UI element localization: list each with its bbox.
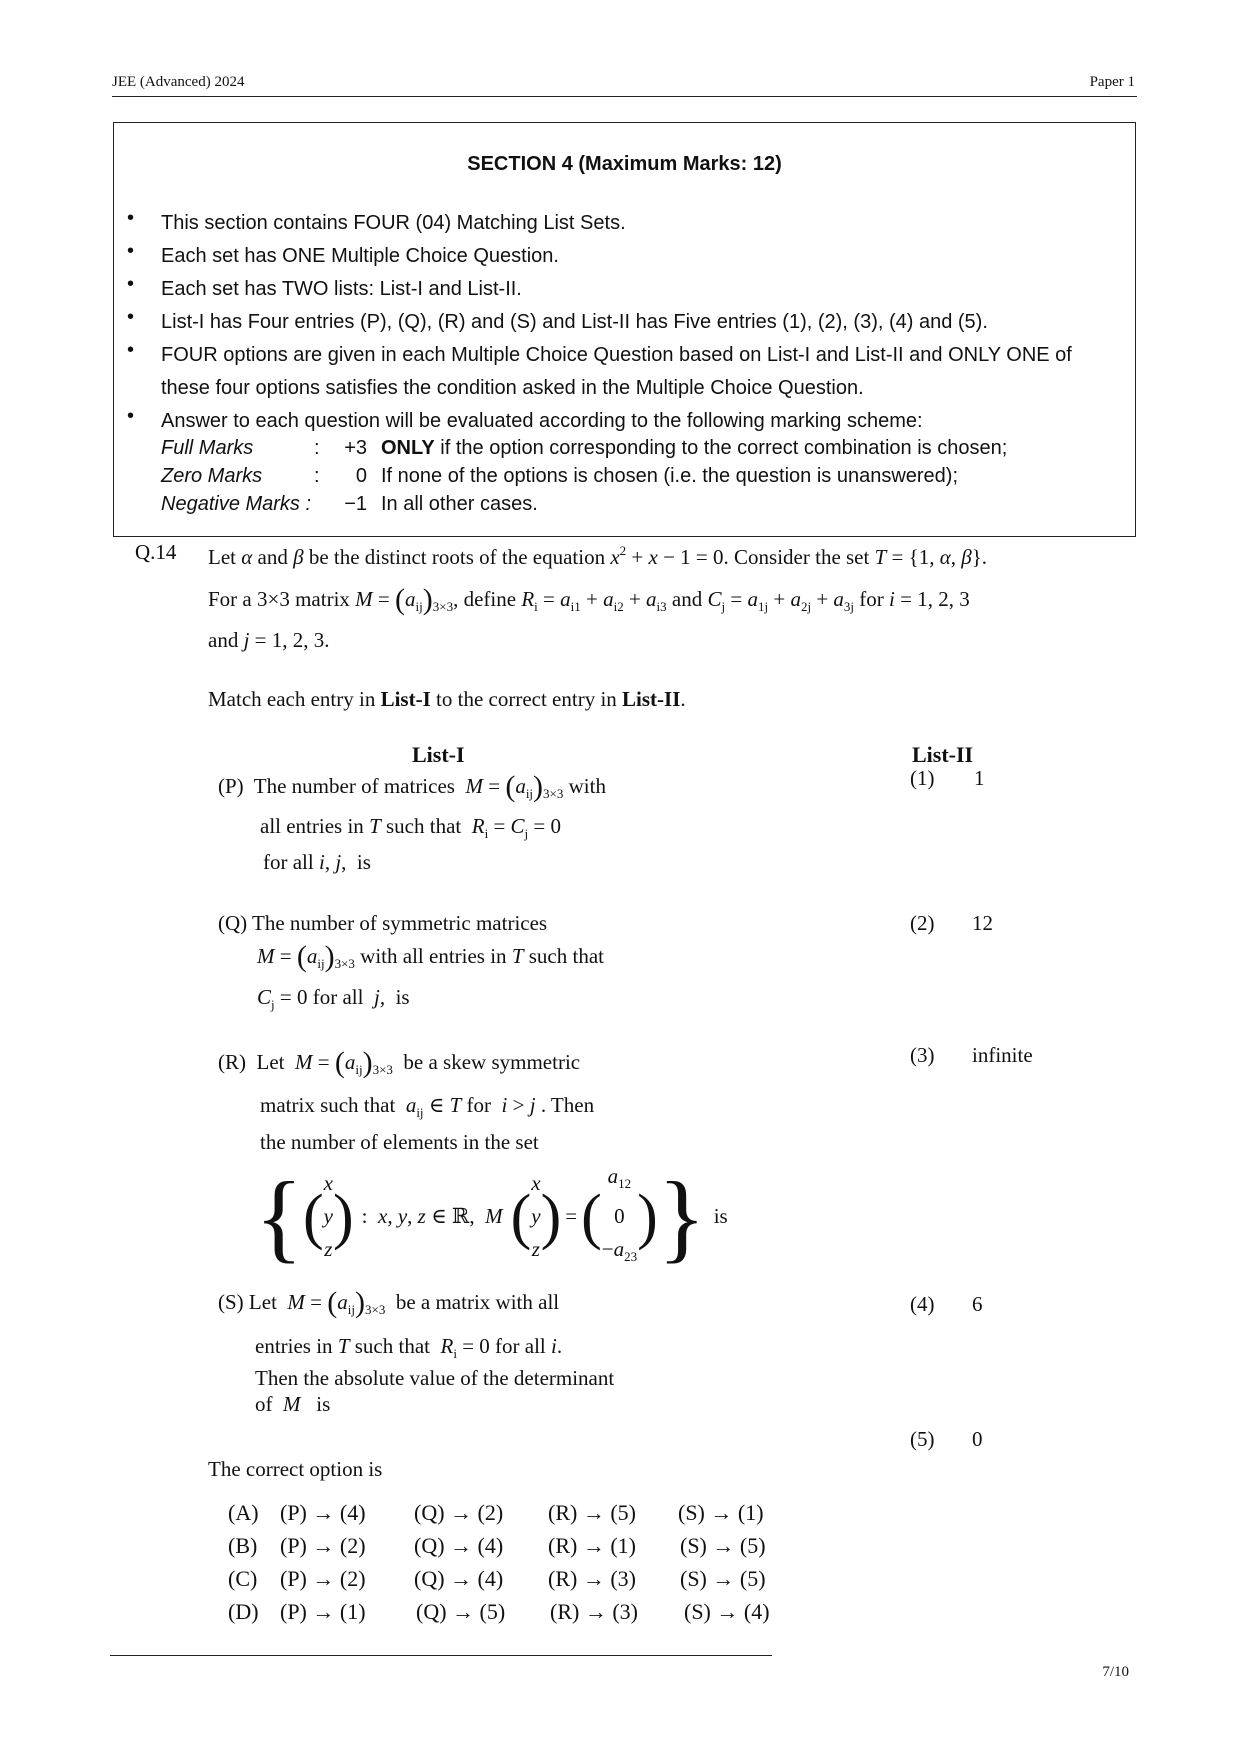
marking-desc: ONLY if the option corresponding to the correct combination is chosen; bbox=[381, 437, 1008, 459]
page-number: 7/10 bbox=[1102, 1664, 1129, 1680]
question-stem-line-1: Let α and β be the distinct roots of the equation $x^2 + x - 1 = 0$. Consider the set T = {1, α, β}. bbox=[208, 543, 988, 569]
list2-item-1: (1) 1 bbox=[910, 766, 985, 790]
list1-item-q-line-1: (Q) The number of symmetric matrices bbox=[218, 911, 548, 935]
list1-heading: List-I bbox=[412, 742, 465, 767]
option-d[interactable]: (D) (P) → (1) (Q) → (5) (R) → (3) (S) → (4) bbox=[228, 1599, 770, 1624]
paper-label: Paper 1 bbox=[1089, 74, 1135, 90]
list2-item-3: (3) infinite bbox=[910, 1043, 1033, 1067]
marking-value: −1 bbox=[344, 493, 367, 515]
list1-item-r-line-2: matrix such that $a_{ij}$ ∈ T for i > j . Then bbox=[260, 1093, 595, 1120]
instruction-text: This section contains FOUR (04) Matching List Sets. bbox=[161, 212, 626, 234]
marking-value: +3 bbox=[344, 437, 367, 459]
header-divider bbox=[112, 96, 1137, 97]
marking-desc: If none of the options is chosen (i.e. the question is unanswered); bbox=[381, 465, 959, 487]
list2-item-4: (4) 6 bbox=[910, 1292, 983, 1316]
set-expression: { ( x y z ) : x, y, z ∈ ℝ, M ( x y z ) = ( $a_{12}$ 0 $-a_{23}$ ) } is bbox=[255, 1160, 728, 1272]
list1-item-r-line-1: (R) Let $M = (a_{ij})_{3\times 3}$ be a skew symmetric bbox=[218, 1046, 581, 1079]
instruction-text: FOUR options are given in each Multiple Choice Question based on List-I and List-II and ONLY ONE of these four options satisfies the condition asked in the Multiple Choice Question. bbox=[161, 344, 1072, 399]
match-instruction: Match each entry in List-I to the correct entry in List-II. bbox=[208, 687, 686, 711]
list1-item-p-line-3: for all i, j, is bbox=[263, 850, 371, 874]
question-stem-line-3: and j = 1, 2, 3. bbox=[208, 628, 330, 652]
section-title: SECTION 4 (Maximum Marks: 12) bbox=[467, 153, 782, 175]
bullet-icon: • bbox=[127, 207, 135, 229]
list1-item-r-line-3: the number of elements in the set bbox=[260, 1130, 539, 1154]
correct-option-prompt: The correct option is bbox=[208, 1457, 383, 1481]
footer-divider bbox=[110, 1655, 772, 1656]
list2-item-5: (5) 0 bbox=[910, 1427, 983, 1451]
marking-label: Zero Marks bbox=[161, 465, 263, 487]
list1-item-s-line-3: Then the absolute value of the determinant bbox=[255, 1366, 615, 1390]
option-b[interactable]: (B) (P) → (2) (Q) → (4) (R) → (1) (S) → (5) bbox=[228, 1533, 766, 1558]
option-a[interactable]: (A) (P) → (4) (Q) → (2) (R) → (5) (S) → (1) bbox=[228, 1500, 764, 1525]
list1-item-s-line-2: entries in T such that $R_i = 0$ for all i. bbox=[255, 1334, 563, 1361]
list2-item-2: (2) 12 bbox=[910, 911, 993, 935]
list1-item-q-line-3: $C_j = 0$ for all j, is bbox=[257, 985, 410, 1012]
list1-item-p-line-2: all entries in T such that $R_i = C_j = 0$ bbox=[260, 814, 562, 841]
bullet-icon: • bbox=[127, 405, 135, 427]
section-instructions-box: SECTION 4 (Maximum Marks: 12) • This section contains FOUR (04) Matching List Sets. • Each set has ONE Multiple Choice Question. • Each set has TWO lists: List-I and List-II. • List-I has Four entries (P), (Q), (R) and (S) and List-II has Five entries (1), (2), (3), (4) and (5). • FOUR options are given in each Multiple Choice Question based on List-I and List-II and ONLY ONE of these four options satisfies the condition asked in the Multiple Choice Question. • Answer to each question will be evaluated according to the following marking scheme: Full Marks : +3 ONLY if the option corresponding to the correct combination is chosen; Zero Marks : 0 If none of the options is chosen (i.e. the question is unanswered); Negative Marks : −1 In all other cases. bbox=[113, 122, 1136, 537]
instruction-text: Answer to each question will be evaluated according to the following marking scheme: bbox=[161, 410, 923, 432]
option-c[interactable]: (C) (P) → (2) (Q) → (4) (R) → (3) (S) → (5) bbox=[228, 1566, 766, 1591]
list1-item-s-line-4: of M is bbox=[255, 1392, 331, 1416]
question-stem-line-2: For a 3×3 matrix $M = (a_{ij})_{3\times 3}$, define $R_i = a_{i1} + a_{i2} + a_{i3}$ and $C_j = a_{1j} + a_{2j} + a_{3j}$ for i = 1, 2, 3 bbox=[208, 583, 970, 616]
marking-value: 0 bbox=[355, 465, 367, 487]
bullet-icon: • bbox=[127, 306, 135, 328]
bullet-icon: • bbox=[127, 273, 135, 295]
marking-label: Full Marks bbox=[161, 437, 254, 459]
instruction-text: Each set has TWO lists: List-I and List-II. bbox=[161, 278, 522, 300]
bullet-icon: • bbox=[127, 240, 135, 262]
question-number: Q.14 bbox=[135, 540, 177, 564]
list1-item-p-line-1: (P) The number of matrices $M = (a_{ij})_{3\times 3}$ with bbox=[218, 770, 606, 803]
instruction-text: List-I has Four entries (P), (Q), (R) and (S) and List-II has Five entries (1), (2), (3), (4) and (5). bbox=[161, 311, 988, 333]
exam-title: JEE (Advanced) 2024 bbox=[112, 74, 245, 90]
list1-item-s-line-1: (S) Let $M = (a_{ij})_{3\times 3}$ be a matrix with all bbox=[218, 1286, 560, 1319]
instruction-text: Each set has ONE Multiple Choice Question. bbox=[161, 245, 559, 267]
list2-heading: List-II bbox=[912, 742, 974, 767]
bullet-icon: • bbox=[127, 339, 135, 361]
marking-label: Negative Marks : bbox=[161, 493, 312, 515]
list1-item-q-line-2: $M = (a_{ij})_{3\times 3}$ with all entries in T such that bbox=[257, 940, 604, 973]
marking-desc: In all other cases. bbox=[381, 493, 538, 515]
